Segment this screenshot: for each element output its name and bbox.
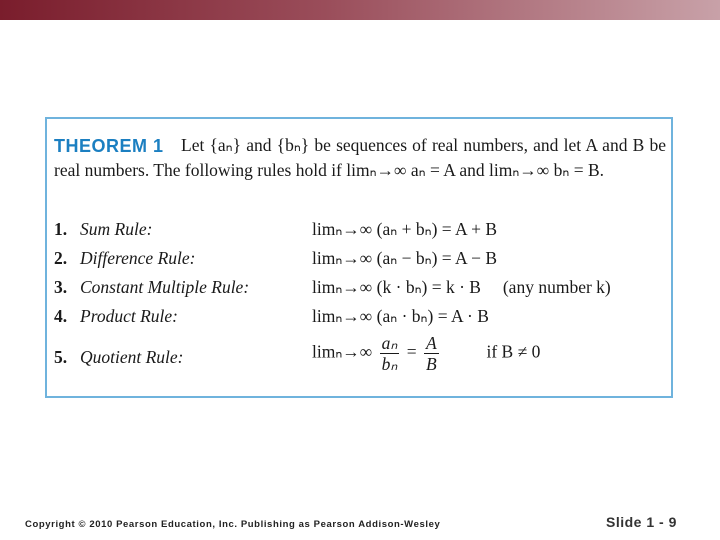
copyright-footer: Copyright © 2010 Pearson Education, Inc. Publishing as Pearson Addison-Wesley	[25, 519, 441, 530]
fraction-numerator: A	[426, 333, 437, 353]
rule-formula: limₙ→∞ (aₙ · bₙ) = A · B	[312, 306, 489, 326]
top-banner	[0, 0, 720, 20]
rule-number: 2.	[54, 248, 68, 268]
rule-number: 3.	[54, 277, 68, 297]
fraction-A-over-B	[424, 333, 439, 374]
rule-number: 1.	[54, 219, 68, 239]
rule-number: 5.	[54, 347, 68, 367]
fraction-denominator: B	[426, 354, 437, 374]
rule-formula: limₙ→∞ (k · bₙ) = k · B (any number k)	[312, 277, 611, 297]
rule-number: 4.	[54, 306, 68, 326]
rule-formula: limₙ→∞ (aₙ + bₙ) = A + B	[312, 219, 498, 239]
fraction-denominator: bₙ	[381, 354, 398, 374]
theorem-box	[45, 117, 673, 398]
equals-sign: =	[406, 341, 417, 362]
rule-formula	[312, 333, 540, 374]
rule-name: Difference Rule:	[80, 248, 196, 268]
slide-number: Slide 1 - 9	[606, 514, 677, 530]
rule-name: Sum Rule:	[80, 219, 153, 239]
theorem-heading: THEOREM 1	[54, 136, 164, 156]
rule-name: Quotient Rule:	[80, 347, 184, 367]
theorem-intro-text: Let {aₙ} and {bₙ} be sequences of real numbers, and let A and B be real numbers. The following rules hold if limₙ→∞ aₙ = A and limₙ→∞ bₙ = B.	[54, 135, 666, 180]
rule-name: Constant Multiple Rule:	[80, 277, 250, 297]
fraction-a-over-b	[380, 333, 400, 374]
theorem-intro	[54, 133, 666, 183]
fraction-numerator: aₙ	[381, 333, 398, 353]
rule-name: Product Rule:	[80, 306, 179, 326]
quotient-condition: if B ≠ 0	[486, 341, 541, 362]
limit-prefix: limₙ→∞	[312, 341, 373, 362]
rule-formula: limₙ→∞ (aₙ − bₙ) = A − B	[312, 248, 498, 268]
